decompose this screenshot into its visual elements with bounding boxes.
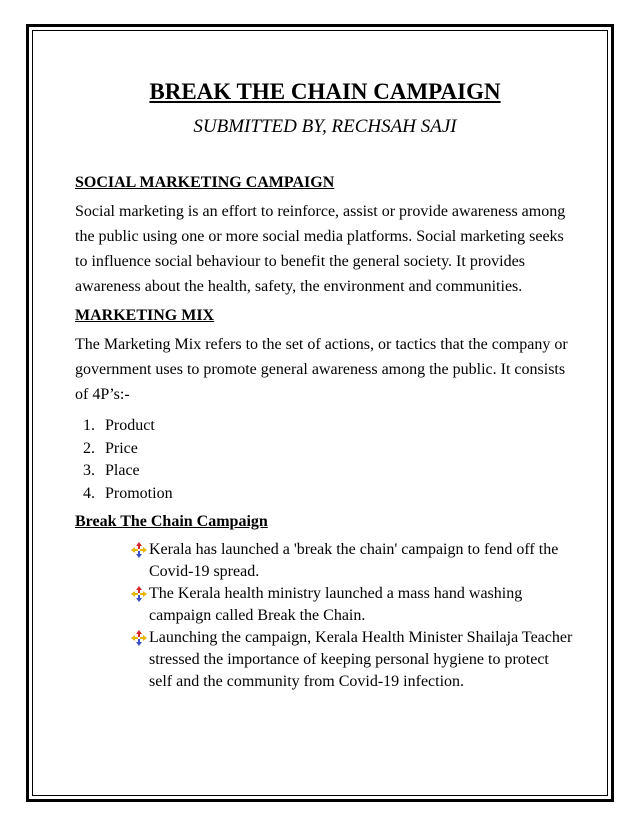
list-item-text: Place: [105, 462, 140, 479]
document-body: [75, 78, 575, 693]
four-arrows-bullet-icon: [131, 586, 147, 602]
list-item-number: 4.: [83, 484, 95, 502]
list-item: [131, 627, 575, 693]
list-item: [131, 583, 575, 627]
list-item-text: Price: [105, 439, 138, 457]
list-item: [83, 438, 575, 461]
four-ps-list: [75, 415, 575, 505]
campaign-bullet-text: The Kerala health ministry launched a mass hand washing campaign called Break the Chain.: [149, 585, 523, 624]
list-item-text: Promotion: [105, 484, 173, 502]
campaign-bullet-list: [131, 539, 575, 693]
social-marketing-heading: SOCIAL MARKETING CAMPAIGN: [75, 174, 335, 191]
list-item: [83, 415, 575, 438]
list-item-number: 1.: [83, 417, 95, 434]
marketing-mix-heading: MARKETING MIX: [75, 307, 215, 324]
marketing-mix-paragraph: The Marketing Mix refers to the set of actions, or tactics that the company or government uses to promote general awareness among the public. It consists of 4P’s:-: [75, 336, 568, 403]
break-the-chain-heading: Break The Chain Campaign: [75, 513, 268, 530]
list-item: [83, 460, 575, 483]
campaign-bullet-text: Kerala has launched a 'break the chain' campaign to fend off the Covid-19 spread.: [149, 541, 559, 580]
four-arrows-bullet-icon: [131, 630, 147, 646]
list-item: [83, 483, 575, 506]
list-item-number: 2.: [83, 439, 95, 457]
four-arrows-bullet-icon: [131, 542, 147, 558]
document-subtitle: SUBMITTED BY, RECHSAH SAJI: [193, 116, 457, 137]
campaign-bullet-text: Launching the campaign, Kerala Health Minister Shailaja Teacher stressed the importance of keeping personal hygiene to protect self and the community from Covid-19 infection.: [149, 629, 573, 690]
list-item-text: Product: [105, 417, 155, 434]
list-item-number: 3.: [83, 462, 95, 479]
list-item: [131, 539, 575, 583]
social-marketing-paragraph: Social marketing is an effort to reinforce, assist or provide awareness among the public using one or more social media platforms. Social marketing seeks to influence social behaviour to benefit the general society. It provides awareness about the health, safety, the environment and communities.: [75, 203, 566, 295]
document-title: BREAK THE CHAIN CAMPAIGN: [149, 79, 501, 104]
